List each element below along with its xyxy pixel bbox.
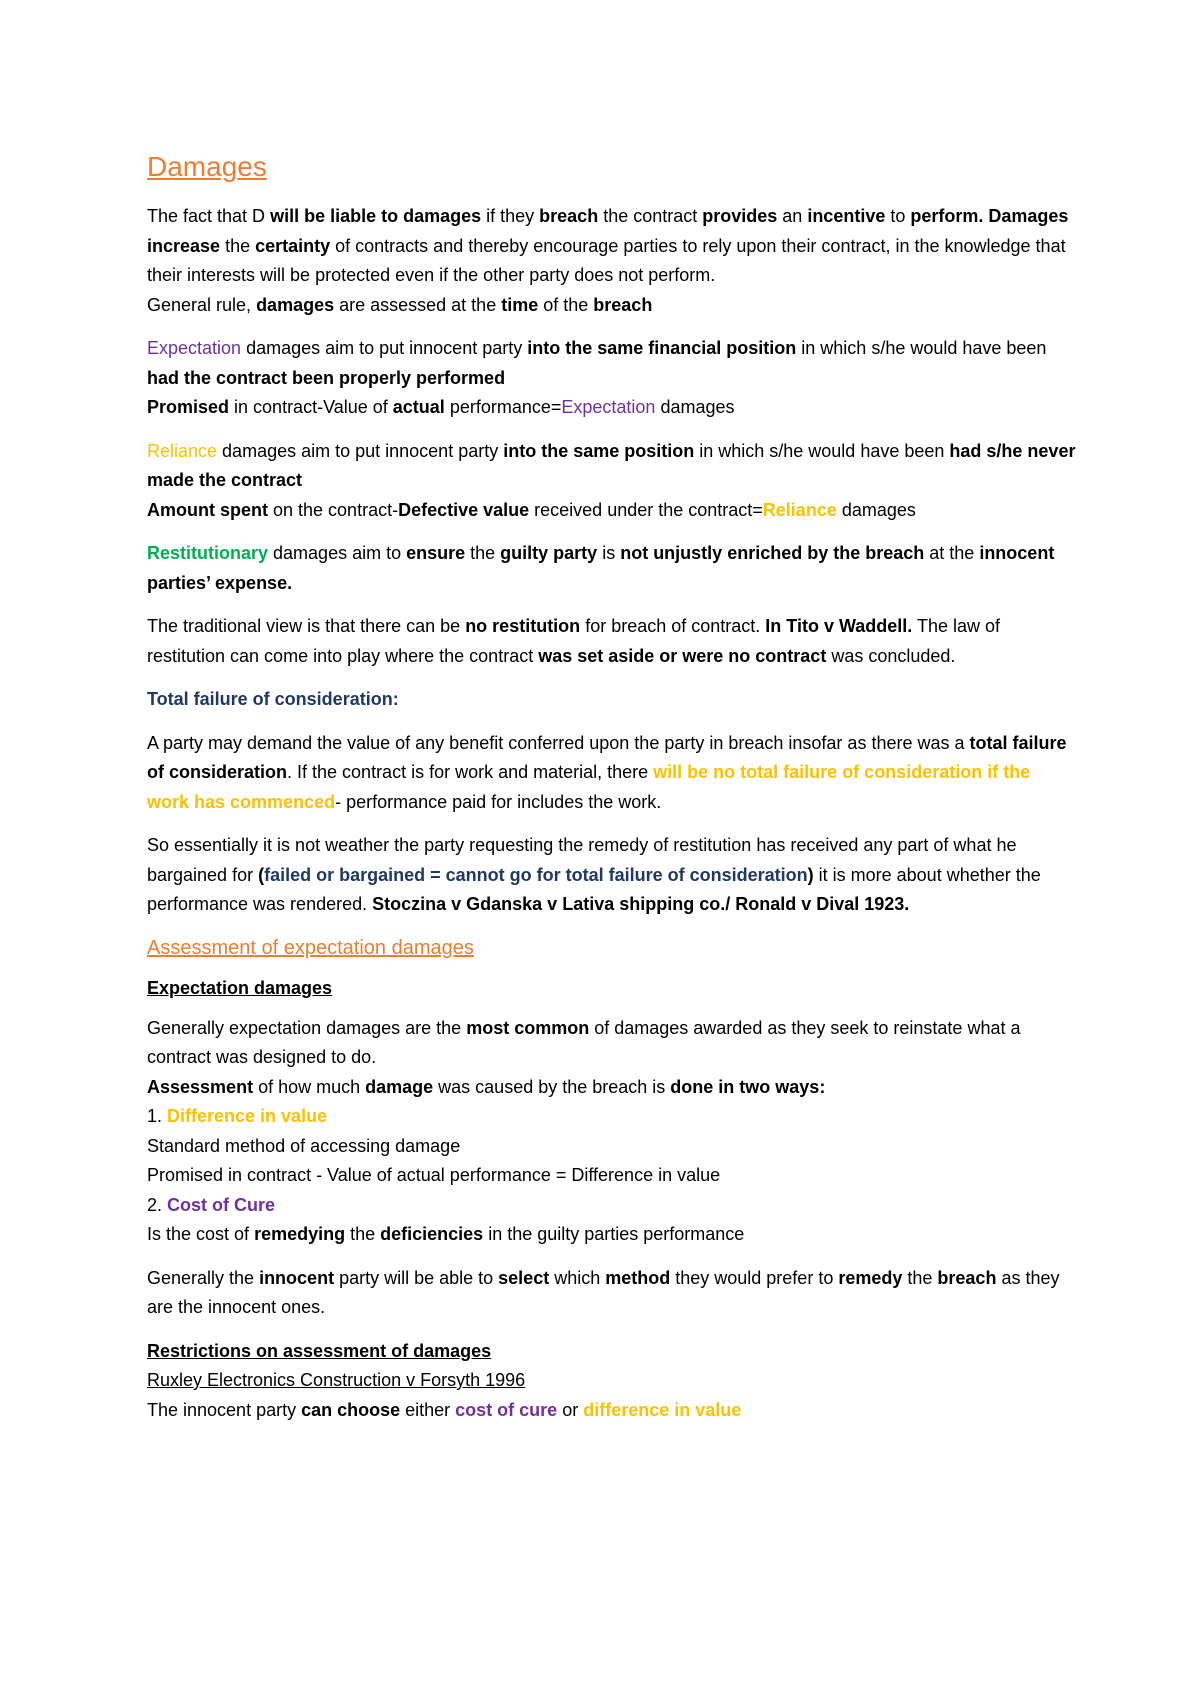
- text: The traditional view is that there can be: [147, 616, 466, 636]
- text: on the contract-: [268, 499, 399, 520]
- text: Is the cost of: [147, 1224, 255, 1244]
- text: damages aim to put innocent party: [241, 338, 528, 358]
- text: an: [777, 206, 808, 226]
- text: in which s/he would have been: [796, 338, 1047, 358]
- text: the: [345, 1224, 381, 1244]
- text: innocent: [259, 1267, 335, 1288]
- text: Promised: [147, 397, 230, 417]
- text: Defective value: [398, 499, 530, 520]
- restitution-remedy-paragraph: [147, 831, 1077, 920]
- text: A party may demand the value of any benefit conferred upon the party in breach insofar as there was a: [147, 732, 970, 753]
- case-reference: In Tito v Waddell.: [765, 616, 913, 636]
- select-method-paragraph: [147, 1264, 1077, 1323]
- term-expectation: Expectation: [561, 397, 656, 417]
- list-number: 2.: [147, 1194, 168, 1215]
- text: into the same financial position: [527, 338, 797, 358]
- text: most common: [466, 1017, 590, 1038]
- text: received under the contract=: [529, 499, 763, 520]
- text: not unjustly enriched by the breach: [620, 543, 925, 563]
- term-reliance: Reliance: [147, 440, 218, 461]
- text: will be liable to damages: [270, 206, 482, 226]
- text: had the contract been properly performed: [147, 367, 506, 388]
- text: select: [498, 1267, 550, 1288]
- text: had s/he never made the contract: [147, 440, 1076, 490]
- text: the: [902, 1267, 938, 1288]
- total-failure-paragraph: [147, 729, 1077, 818]
- text: can choose: [301, 1399, 401, 1420]
- highlighted-text: will be no total failure of consideration if the work has commenced: [147, 762, 1031, 812]
- case-reference: Stoczina v Gdanska v Lativa shipping co./ Ronald v Dival 1923.: [372, 894, 910, 914]
- text: the: [465, 543, 501, 563]
- method-difference-in-value: Difference in value: [167, 1106, 328, 1126]
- text: Promised in contract - Value of actual performance = Difference in value: [147, 1165, 721, 1185]
- text: or: [557, 1399, 584, 1420]
- text: at the: [924, 543, 980, 563]
- assessment-paragraph: [147, 1014, 1077, 1250]
- text: The innocent party: [147, 1399, 302, 1420]
- text: damage: [365, 1076, 434, 1097]
- text: breach: [593, 294, 653, 315]
- traditional-view-paragraph: [147, 612, 1077, 671]
- text: damages aim to: [268, 543, 407, 563]
- list-number: 1.: [147, 1106, 168, 1126]
- restrictions-heading: Restrictions on assessment of damages: [147, 1340, 492, 1361]
- restrictions-block: [147, 1337, 1077, 1426]
- text: provides: [702, 206, 778, 226]
- text: damages aim to put innocent party: [217, 440, 504, 461]
- document-page: [147, 120, 1077, 1425]
- text: remedy: [838, 1267, 903, 1288]
- text: method: [605, 1267, 671, 1288]
- text: innocent parties’ expense.: [147, 543, 1055, 593]
- text: - performance paid for includes the work.: [335, 791, 662, 812]
- text: damages: [256, 294, 335, 315]
- term-difference-in-value: difference in value: [583, 1399, 742, 1420]
- text: to: [885, 206, 911, 226]
- text: Amount spent: [147, 499, 268, 520]
- text: deficiencies: [380, 1224, 484, 1244]
- total-failure-heading: Total failure of consideration:: [147, 689, 399, 709]
- assessment-heading: Assessment of expectation damages: [147, 936, 474, 959]
- text: the: [220, 235, 256, 256]
- reliance-paragraph: [147, 437, 1077, 526]
- page-title: Damages: [147, 151, 267, 182]
- text: . If the contract is for work and material, there: [287, 762, 654, 782]
- text: actual: [392, 397, 445, 417]
- text: time: [501, 294, 539, 315]
- text: performance=: [444, 397, 562, 417]
- expectation-damages-subheading: Expectation damages: [147, 977, 333, 998]
- restitutionary-paragraph: [147, 539, 1077, 598]
- text: ensure: [406, 543, 466, 563]
- text: perform. Damages increase: [147, 206, 1069, 256]
- text: The fact that D: [147, 206, 271, 226]
- term-restitutionary: Restitutionary: [147, 543, 269, 563]
- text: no restitution: [465, 616, 581, 636]
- text: Assessment: [147, 1076, 254, 1097]
- text: ): [807, 864, 814, 885]
- text: total failure of consideration: [147, 732, 1067, 782]
- text: incentive: [807, 206, 886, 226]
- term-reliance: Reliance: [762, 499, 837, 520]
- text: (: [258, 864, 265, 885]
- term-expectation: Expectation: [147, 338, 242, 358]
- text: remedying: [254, 1224, 346, 1244]
- text: The law of restitution can come into play where the contract: [147, 616, 1001, 666]
- text: was concluded.: [826, 645, 956, 666]
- text: if they: [481, 206, 540, 226]
- text: of damages awarded as they seek to reinstate what a contract was designed to do.: [147, 1017, 1021, 1067]
- text: it is more about whether the performance was rendered.: [147, 864, 1041, 914]
- method-cost-of-cure: Cost of Cure: [167, 1194, 276, 1215]
- text: damages: [655, 397, 735, 417]
- text: Generally the: [147, 1267, 260, 1288]
- case-reference: Ruxley Electronics Construction v Forsyth 1996: [147, 1370, 526, 1390]
- term-cost-of-cure: cost of cure: [455, 1399, 558, 1420]
- text: done in two ways:: [670, 1076, 826, 1097]
- text: damages: [836, 499, 916, 520]
- text: was set aside or were no contract: [538, 645, 827, 666]
- text: So essentially it is not weather the party requesting the remedy of restitution has received any part of what he bargained for: [147, 835, 1017, 885]
- text: in which s/he would have been: [694, 440, 950, 461]
- text: was caused by the breach is: [433, 1076, 671, 1097]
- text: party will be able to: [334, 1267, 499, 1288]
- text: they would prefer to: [670, 1267, 839, 1288]
- text: Standard method of accessing damage: [147, 1135, 461, 1156]
- highlighted-text: failed or bargained = cannot go for total failure of consideration: [264, 864, 808, 885]
- text: the contract: [598, 206, 703, 226]
- intro-paragraph: [147, 202, 1077, 320]
- text: in contract-Value of: [229, 397, 393, 417]
- text: of how much: [253, 1076, 366, 1097]
- text: into the same position: [503, 440, 695, 461]
- text: as they are the innocent ones.: [147, 1267, 1060, 1317]
- text: are assessed at the: [334, 294, 502, 315]
- text: certainty: [255, 235, 331, 256]
- text: is: [597, 543, 621, 563]
- text: of contracts and thereby encourage parties to rely upon their contract, in the knowledge that their interests will be protected even if the other party does not perform.: [147, 235, 1066, 285]
- text: either: [400, 1399, 456, 1420]
- text: guilty party: [500, 543, 598, 563]
- text: in the guilty parties performance: [483, 1224, 745, 1244]
- text: for breach of contract.: [580, 616, 766, 636]
- text: of the: [538, 294, 594, 315]
- text: breach: [937, 1267, 997, 1288]
- expectation-paragraph: [147, 334, 1077, 423]
- text: General rule,: [147, 294, 257, 315]
- text: which: [549, 1267, 606, 1288]
- text: Generally expectation damages are the: [147, 1017, 467, 1038]
- text: breach: [539, 206, 599, 226]
